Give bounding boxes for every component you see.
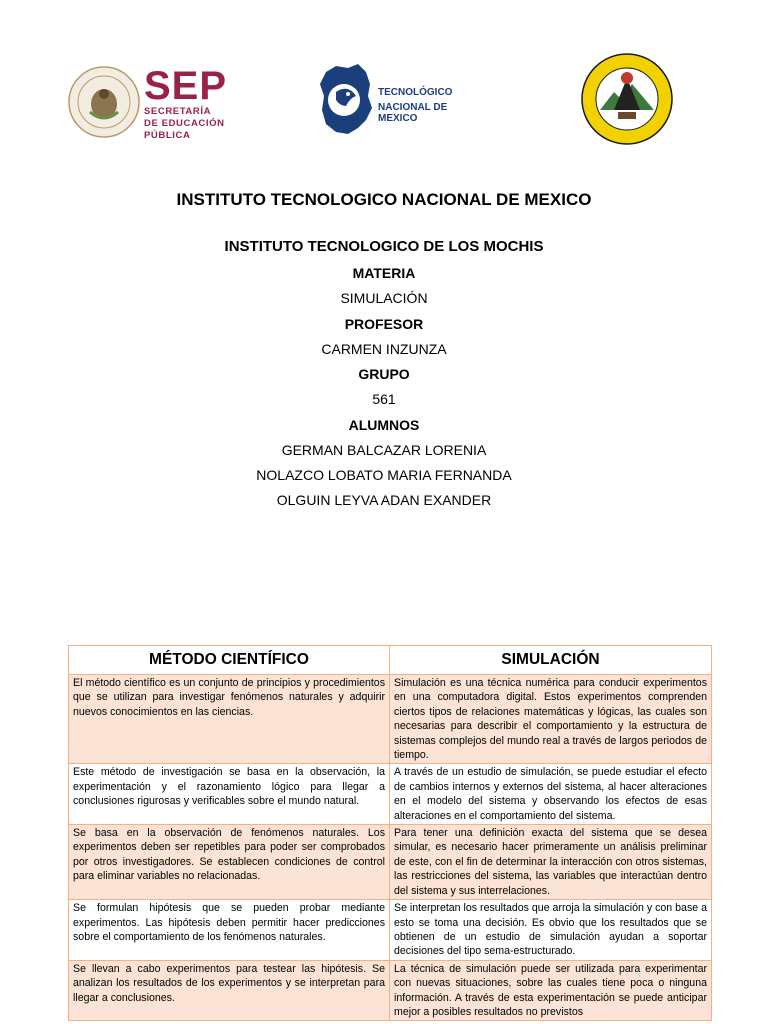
- sep-wordmark: SEP: [144, 64, 228, 108]
- table-row: [69, 825, 712, 900]
- materia-label: MATERIA: [352, 265, 416, 281]
- table-cell: Se basa en la observación de fenómenos naturales. Los experimentos deben ser repetibles para poder ser comprobados por otros investigadores. Se establecen condiciones de control para eliminar variables no relacionadas.: [69, 825, 390, 900]
- alumnos-label: ALUMNOS: [348, 417, 420, 433]
- table-cell: La técnica de simulación puede ser utilizada para experimentar con nuevas situaciones, sobre las cuales tiene poca o ninguna información. A través de esta experimentación se puede anticipar mejor a posibles resultados no previstos: [390, 960, 712, 1021]
- alumno-name: GERMAN BALCAZAR LORENIA: [281, 442, 487, 458]
- institute-title: INSTITUTO TECNOLOGICO NACIONAL DE MEXICO: [176, 190, 592, 209]
- sep-logo: [66, 62, 226, 142]
- sep-line-1: SECRETARÍA: [144, 106, 212, 117]
- grupo-label: GRUPO: [358, 366, 410, 382]
- sep-line-3: PÚBLICA: [144, 130, 191, 141]
- tecnm-logo: [318, 60, 483, 140]
- profesor-value: CARMEN INZUNZA: [321, 341, 447, 357]
- grupo-value: 561: [372, 391, 396, 407]
- campus-title: INSTITUTO TECNOLOGICO DE LOS MOCHIS: [224, 238, 544, 255]
- alumno-name: NOLAZCO LOBATO MARIA FERNANDA: [256, 467, 512, 483]
- table-header-row: [69, 646, 712, 675]
- column-header-simulacion: SIMULACIÓN: [390, 646, 712, 675]
- itlm-emblem-icon: [580, 52, 674, 146]
- sep-line-2: DE EDUCACIÓN: [144, 118, 225, 129]
- profesor-label: PROFESOR: [344, 316, 424, 332]
- table-row: [69, 900, 712, 961]
- alumno-name: OLGUIN LEYVA ADAN EXANDER: [276, 492, 492, 508]
- materia-value: SIMULACIÓN: [340, 290, 428, 306]
- table-cell: Este método de investigación se basa en la observación, la experimentación y el razonamiento lógico para llegar a conclusiones rigurosas y verificables sobre el mundo natural.: [69, 764, 390, 825]
- table-row: [69, 675, 712, 764]
- table-cell: Se formulan hipótesis que se pueden probar mediante experimentos. Las hipótesis deben permitir hacer predicciones sobre el comportamiento de los fenómenos naturales.: [69, 900, 390, 961]
- table-cell: Se interpretan los resultados que arroja la simulación y con base a esto se toma una decisión. Es obvio que los resultados que se obtienen de un estudio de simulación ayudan a soportar decisiones del tipo sema-estructurado.: [390, 900, 712, 961]
- itlm-logo: [580, 52, 674, 146]
- table-cell: A través de un estudio de simulación, se puede estudiar el efecto de cambios internos y externos del sistema, al hacer alteraciones en el modelo del sistema y observando los efectos de esas alteraciones en el comportamiento del sistema.: [390, 764, 712, 825]
- table-cell: Simulación es una técnica numérica para conducir experimentos en una computadora digital. Estos experimentos comprenden ciertos tipos de relaciones matemáticas y lógicas, las cuales son necesarias para describir el comportamiento y la estructura de sistemas complejos del mundo real a través de largos periodos de tiempo.: [390, 675, 712, 764]
- table-cell: Se llevan a cabo experimentos para testear las hipótesis. Se analizan los resultados de los experimentos y se interpretan para llegar a conclusiones.: [69, 960, 390, 1021]
- comparison-table: [68, 645, 712, 1021]
- tecnm-gear-icon: [318, 62, 374, 138]
- table-cell: Para tener una definición exacta del sistema que se desea simular, es necesario hacer primeramente un análisis preliminar de este, con el fin de determinar la interacción con otros sistemas, las restricciones del sistema, las variables que interactúan dentro del sistema y sus interrelaciones.: [390, 825, 712, 900]
- table-row: [69, 764, 712, 825]
- tecnm-line-2: NACIONAL DE MEXICO: [378, 102, 448, 124]
- table-cell: El método científico es un conjunto de principios y procedimientos que se utilizan para investigar fenómenos naturales y adquirir nuevos conocimientos en las ciencias.: [69, 675, 390, 764]
- mexico-seal-icon: [66, 64, 142, 140]
- table-row: [69, 960, 712, 1021]
- tecnm-line-1: TECNOLÓGICO: [378, 87, 453, 98]
- column-header-metodo: MÉTODO CIENTÍFICO: [69, 646, 390, 675]
